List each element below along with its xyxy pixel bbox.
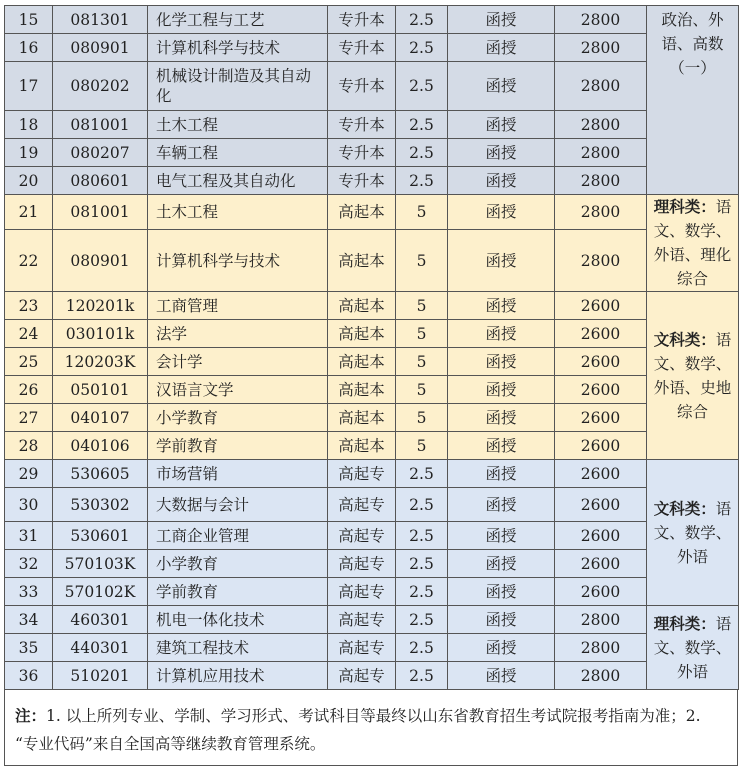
exam-subjects-cell [647, 195, 739, 292]
row-number-cell: 29 [5, 460, 53, 488]
major-code-cell: 120203K [53, 348, 148, 376]
duration-cell: 2.5 [396, 488, 448, 522]
major-name-cell: 市场营销 [148, 460, 328, 488]
level-cell: 高起本 [328, 230, 396, 292]
table-row [5, 432, 739, 460]
major-code-cell: 080601 [53, 167, 148, 195]
row-number-cell: 17 [5, 62, 53, 111]
major-name-cell: 车辆工程 [148, 139, 328, 167]
major-code-cell: 080202 [53, 62, 148, 111]
duration-cell: 5 [396, 432, 448, 460]
major-name-cell: 机械设计制造及其自动化 [148, 62, 328, 111]
table-row [5, 348, 739, 376]
duration-cell: 5 [396, 376, 448, 404]
tuition-cell: 2800 [555, 6, 647, 34]
tuition-cell: 2800 [555, 230, 647, 292]
study-mode-cell: 函授 [448, 292, 555, 320]
exam-subjects-text: 语文、数学、外语 [653, 614, 732, 681]
major-name-cell: 计算机应用技术 [148, 662, 328, 690]
row-number-cell: 21 [5, 195, 53, 230]
duration-cell: 5 [396, 348, 448, 376]
footnote [4, 690, 738, 766]
level-cell: 高起专 [328, 488, 396, 522]
level-cell: 高起本 [328, 376, 396, 404]
tuition-cell: 2600 [555, 550, 647, 578]
duration-cell: 5 [396, 320, 448, 348]
duration-cell: 2.5 [396, 111, 448, 139]
study-mode-cell: 函授 [448, 376, 555, 404]
major-name-cell: 法学 [148, 320, 328, 348]
level-cell: 高起本 [328, 404, 396, 432]
major-code-cell: 080901 [53, 230, 148, 292]
enrollment-table-container [4, 5, 738, 766]
study-mode-cell: 函授 [448, 320, 555, 348]
tuition-cell: 2600 [555, 488, 647, 522]
level-cell: 专升本 [328, 139, 396, 167]
major-code-cell: 530302 [53, 488, 148, 522]
footnote-label: 注： [15, 706, 47, 725]
major-code-cell: 030101k [53, 320, 148, 348]
study-mode-cell: 函授 [448, 62, 555, 111]
exam-subjects-category: 文科类： [653, 499, 716, 518]
major-code-cell: 120201k [53, 292, 148, 320]
table-row [5, 6, 739, 34]
level-cell: 高起本 [328, 432, 396, 460]
tuition-cell: 2600 [555, 404, 647, 432]
exam-subjects-cell [647, 606, 739, 690]
study-mode-cell: 函授 [448, 488, 555, 522]
row-number-cell: 24 [5, 320, 53, 348]
duration-cell: 2.5 [396, 34, 448, 62]
table-row [5, 62, 739, 111]
major-code-cell: 080207 [53, 139, 148, 167]
exam-subjects-category: 理科类： [653, 614, 716, 633]
exam-subjects-text: 语文、数学、外语、理化综合 [653, 198, 732, 288]
row-number-cell: 27 [5, 404, 53, 432]
level-cell: 专升本 [328, 62, 396, 111]
row-number-cell: 26 [5, 376, 53, 404]
level-cell: 高起专 [328, 522, 396, 550]
study-mode-cell: 函授 [448, 34, 555, 62]
major-code-cell: 570102K [53, 578, 148, 606]
major-name-cell: 会计学 [148, 348, 328, 376]
duration-cell: 2.5 [396, 634, 448, 662]
major-code-cell: 440301 [53, 634, 148, 662]
duration-cell: 2.5 [396, 578, 448, 606]
level-cell: 专升本 [328, 111, 396, 139]
table-row [5, 404, 739, 432]
row-number-cell: 35 [5, 634, 53, 662]
study-mode-cell: 函授 [448, 662, 555, 690]
tuition-cell: 2800 [555, 111, 647, 139]
duration-cell: 2.5 [396, 550, 448, 578]
major-code-cell: 530605 [53, 460, 148, 488]
major-name-cell: 小学教育 [148, 550, 328, 578]
table-row [5, 488, 739, 522]
major-name-cell: 电气工程及其自动化 [148, 167, 328, 195]
tuition-cell: 2800 [555, 62, 647, 111]
row-number-cell: 34 [5, 606, 53, 634]
major-code-cell: 081301 [53, 6, 148, 34]
enrollment-table [4, 5, 739, 690]
row-number-cell: 30 [5, 488, 53, 522]
table-row [5, 34, 739, 62]
major-code-cell: 050101 [53, 376, 148, 404]
exam-subjects-cell [647, 460, 739, 606]
tuition-cell: 2600 [555, 578, 647, 606]
major-name-cell: 大数据与会计 [148, 488, 328, 522]
footnote-text: 1. 以上所列专业、学制、学习形式、考试科目等最终以山东省教育招生考试院报考指南为准；2. “专业代码”来自全国高等继续教育管理系统。 [15, 707, 701, 753]
tuition-cell: 2600 [555, 348, 647, 376]
row-number-cell: 20 [5, 167, 53, 195]
row-number-cell: 28 [5, 432, 53, 460]
duration-cell: 2.5 [396, 139, 448, 167]
study-mode-cell: 函授 [448, 578, 555, 606]
exam-subjects-text: 政治、外语、高数（一） [661, 11, 724, 77]
row-number-cell: 19 [5, 139, 53, 167]
table-row [5, 292, 739, 320]
study-mode-cell: 函授 [448, 195, 555, 230]
level-cell: 高起本 [328, 320, 396, 348]
level-cell: 高起本 [328, 348, 396, 376]
major-name-cell: 计算机科学与技术 [148, 34, 328, 62]
tuition-cell: 2800 [555, 634, 647, 662]
study-mode-cell: 函授 [448, 6, 555, 34]
major-name-cell: 学前教育 [148, 578, 328, 606]
study-mode-cell: 函授 [448, 111, 555, 139]
row-number-cell: 36 [5, 662, 53, 690]
major-name-cell: 计算机科学与技术 [148, 230, 328, 292]
level-cell: 高起专 [328, 606, 396, 634]
table-row [5, 195, 739, 230]
table-row [5, 139, 739, 167]
exam-subjects-category: 理科类： [653, 198, 716, 216]
tuition-cell: 2600 [555, 320, 647, 348]
major-code-cell: 081001 [53, 111, 148, 139]
level-cell: 专升本 [328, 34, 396, 62]
row-number-cell: 18 [5, 111, 53, 139]
tuition-cell: 2800 [555, 662, 647, 690]
tuition-cell: 2800 [555, 195, 647, 230]
duration-cell: 5 [396, 230, 448, 292]
table-body [5, 6, 739, 690]
major-name-cell: 土木工程 [148, 111, 328, 139]
study-mode-cell: 函授 [448, 167, 555, 195]
major-name-cell: 工商企业管理 [148, 522, 328, 550]
level-cell: 专升本 [328, 6, 396, 34]
tuition-cell: 2600 [555, 376, 647, 404]
exam-subjects-category: 文科类： [653, 330, 716, 349]
study-mode-cell: 函授 [448, 139, 555, 167]
level-cell: 高起专 [328, 460, 396, 488]
row-number-cell: 32 [5, 550, 53, 578]
row-number-cell: 16 [5, 34, 53, 62]
row-number-cell: 15 [5, 6, 53, 34]
table-row [5, 634, 739, 662]
table-row [5, 578, 739, 606]
major-name-cell: 建筑工程技术 [148, 634, 328, 662]
major-name-cell: 学前教育 [148, 432, 328, 460]
study-mode-cell: 函授 [448, 404, 555, 432]
study-mode-cell: 函授 [448, 634, 555, 662]
table-row [5, 376, 739, 404]
duration-cell: 5 [396, 404, 448, 432]
study-mode-cell: 函授 [448, 606, 555, 634]
table-row [5, 320, 739, 348]
duration-cell: 5 [396, 195, 448, 230]
duration-cell: 2.5 [396, 167, 448, 195]
study-mode-cell: 函授 [448, 230, 555, 292]
major-name-cell: 化学工程与工艺 [148, 6, 328, 34]
duration-cell: 5 [396, 292, 448, 320]
tuition-cell: 2600 [555, 432, 647, 460]
major-code-cell: 570103K [53, 550, 148, 578]
row-number-cell: 23 [5, 292, 53, 320]
major-code-cell: 530601 [53, 522, 148, 550]
duration-cell: 2.5 [396, 662, 448, 690]
tuition-cell: 2600 [555, 522, 647, 550]
row-number-cell: 22 [5, 230, 53, 292]
exam-subjects-cell [647, 6, 739, 195]
table-row [5, 606, 739, 634]
exam-subjects-cell [647, 292, 739, 460]
major-name-cell: 汉语言文学 [148, 376, 328, 404]
study-mode-cell: 函授 [448, 550, 555, 578]
table-row [5, 167, 739, 195]
major-code-cell: 080901 [53, 34, 148, 62]
duration-cell: 2.5 [396, 522, 448, 550]
level-cell: 高起专 [328, 662, 396, 690]
tuition-cell: 2600 [555, 292, 647, 320]
duration-cell: 2.5 [396, 606, 448, 634]
level-cell: 高起专 [328, 578, 396, 606]
duration-cell: 2.5 [396, 6, 448, 34]
tuition-cell: 2800 [555, 167, 647, 195]
major-name-cell: 土木工程 [148, 195, 328, 230]
major-name-cell: 小学教育 [148, 404, 328, 432]
tuition-cell: 2600 [555, 460, 647, 488]
level-cell: 高起专 [328, 550, 396, 578]
major-code-cell: 510201 [53, 662, 148, 690]
tuition-cell: 2800 [555, 606, 647, 634]
major-code-cell: 460301 [53, 606, 148, 634]
major-code-cell: 081001 [53, 195, 148, 230]
row-number-cell: 31 [5, 522, 53, 550]
level-cell: 专升本 [328, 167, 396, 195]
major-name-cell: 机电一体化技术 [148, 606, 328, 634]
study-mode-cell: 函授 [448, 348, 555, 376]
exam-subjects-text: 语文、数学、外语、史地综合 [653, 330, 732, 421]
major-name-cell: 工商管理 [148, 292, 328, 320]
study-mode-cell: 函授 [448, 460, 555, 488]
level-cell: 高起本 [328, 292, 396, 320]
tuition-cell: 2800 [555, 139, 647, 167]
table-row [5, 550, 739, 578]
tuition-cell: 2800 [555, 34, 647, 62]
study-mode-cell: 函授 [448, 432, 555, 460]
level-cell: 高起专 [328, 634, 396, 662]
major-code-cell: 040106 [53, 432, 148, 460]
row-number-cell: 25 [5, 348, 53, 376]
duration-cell: 2.5 [396, 62, 448, 111]
row-number-cell: 33 [5, 578, 53, 606]
duration-cell: 2.5 [396, 460, 448, 488]
table-row [5, 662, 739, 690]
study-mode-cell: 函授 [448, 522, 555, 550]
table-row [5, 522, 739, 550]
major-code-cell: 040107 [53, 404, 148, 432]
table-row [5, 460, 739, 488]
level-cell: 高起本 [328, 195, 396, 230]
table-row [5, 230, 739, 292]
exam-subjects-text: 语文、数学、外语 [653, 499, 732, 566]
table-row [5, 111, 739, 139]
